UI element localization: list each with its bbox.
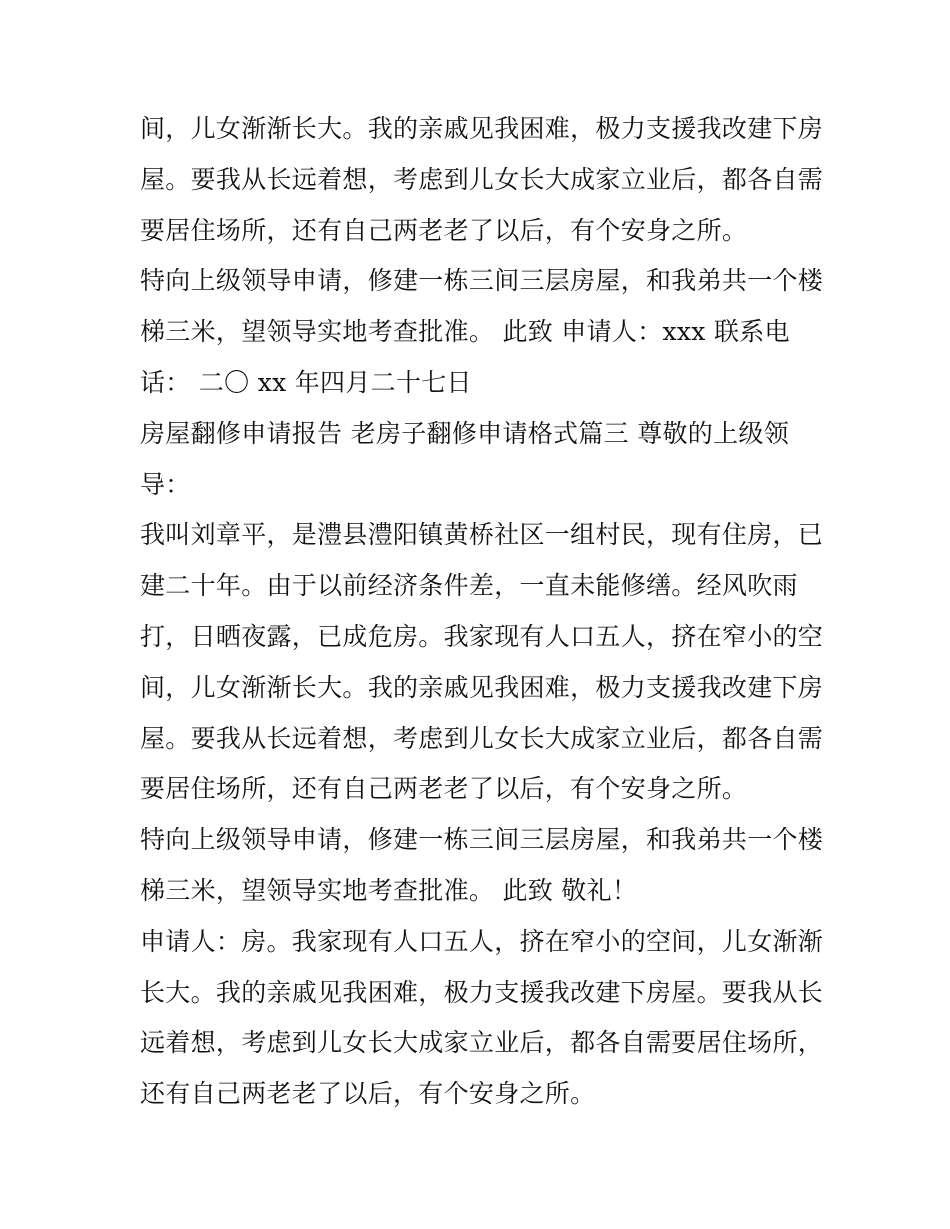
text-line: 屋。要我从长远着想，考虑到儿女长大成家立业后，都各自需 bbox=[140, 164, 824, 194]
text-line: 远着想，考虑到儿女长大成家立业后，都各自需要居住场所， bbox=[140, 1028, 824, 1058]
text-line: 长大。我的亲戚见我困难，极力支援我改建下房屋。要我从长 bbox=[140, 977, 824, 1007]
text-line: 还有自己两老老了以后，有个安身之所。 bbox=[140, 1079, 596, 1109]
text-line: 要居住场所，还有自己两老老了以后，有个安身之所。 bbox=[140, 774, 748, 804]
text-line: 梯三米，望领导实地考查批准。 此致 申请人：xxx 联系电 bbox=[140, 317, 790, 347]
text-line: 要居住场所，还有自己两老老了以后，有个安身之所。 bbox=[140, 215, 748, 245]
text-line: 申请人：房。我家现有人口五人，挤在窄小的空间，儿女渐渐 bbox=[140, 926, 824, 956]
text-line: 话： 二〇 xx 年四月二十七日 bbox=[140, 367, 472, 397]
text-line: 梯三米，望领导实地考查批准。 此致 敬礼！ bbox=[140, 875, 638, 905]
text-line: 导： bbox=[140, 469, 191, 499]
text-line: 屋。要我从长远着想，考虑到儿女长大成家立业后，都各自需 bbox=[140, 723, 824, 753]
text-line: 间，儿女渐渐长大。我的亲戚见我困难，极力支援我改建下房 bbox=[140, 672, 824, 702]
text-line: 间，儿女渐渐长大。我的亲戚见我困难，极力支援我改建下房 bbox=[140, 114, 824, 143]
document-body bbox=[140, 104, 824, 1120]
text-line: 房屋翻修申请报告 老房子翻修申请格式篇三 尊敬的上级领 bbox=[140, 418, 789, 448]
text-line: 建二十年。由于以前经济条件差，一直未能修缮。经风吹雨 bbox=[140, 571, 798, 601]
text-line: 我叫刘章平，是澧县澧阳镇黄桥社区一组村民，现有住房，已 bbox=[140, 520, 824, 550]
text-line: 特向上级领导申请，修建一栋三间三层房屋，和我弟共一个楼 bbox=[140, 825, 824, 855]
text-line: 打，日晒夜露，已成危房。我家现有人口五人，挤在窄小的空 bbox=[140, 621, 824, 651]
text-line: 特向上级领导申请，修建一栋三间三层房屋，和我弟共一个楼 bbox=[140, 266, 824, 296]
